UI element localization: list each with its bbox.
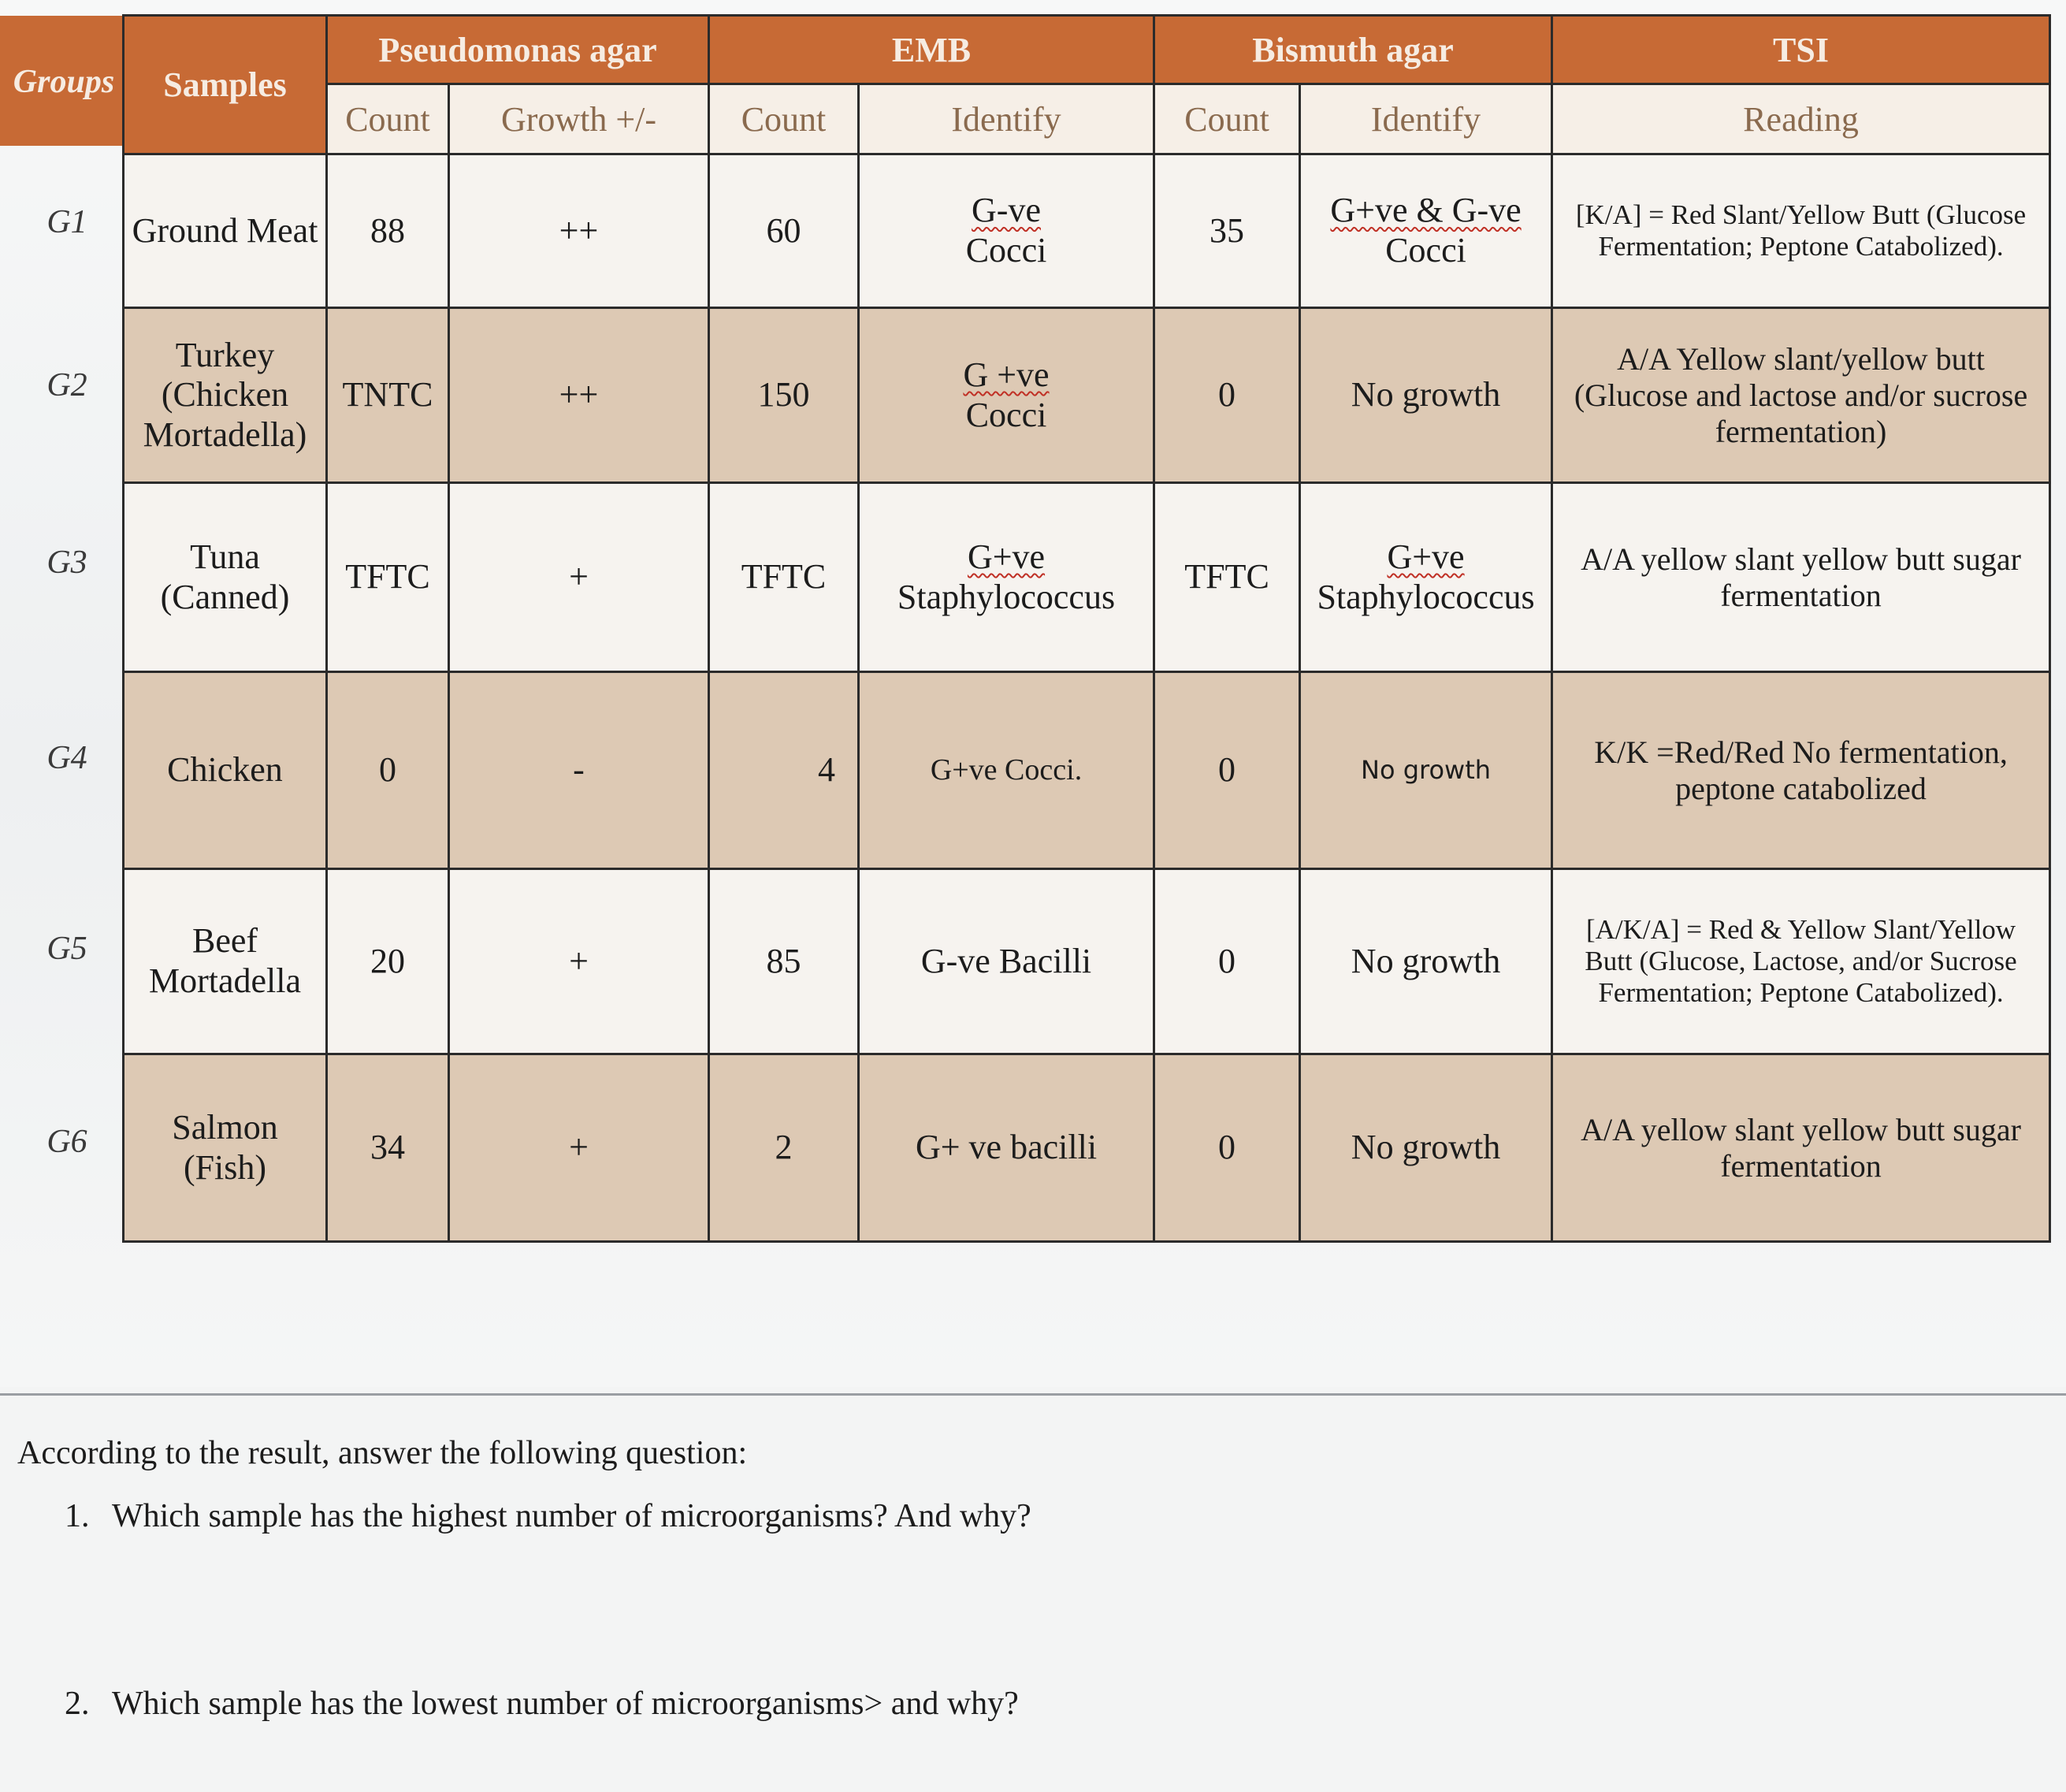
ps-growth-cell: + [449, 869, 709, 1054]
table-row [124, 483, 2050, 672]
group-label: G1 [46, 204, 87, 240]
sample-cell: Chicken [124, 672, 327, 869]
emb-identify-cell: G-ve Bacilli [859, 869, 1154, 1054]
bis-identify-line: Cocci [1385, 231, 1466, 270]
emb-identify-line: Cocci [965, 231, 1047, 270]
tsi-reading-cell: A/A yellow slant yellow butt sugar fermentation [1552, 483, 2050, 672]
groups-column-header: Groups [13, 64, 115, 100]
bismuth-agar-header: Bismuth agar [1154, 16, 1552, 84]
bis-identify-cell: No growth [1300, 672, 1552, 869]
emb-identify-line: G +ve [963, 355, 1050, 394]
ps-count-header: Count [327, 84, 449, 154]
question-text: Which sample has the highest number of microorganisms? And why? [112, 1498, 1031, 1534]
bis-count-cell: 0 [1154, 869, 1300, 1054]
tsi-reading-cell: [K/A] = Red Slant/Yellow Butt (Glucose Fermentation; Peptone Catabolized). [1552, 154, 2050, 308]
emb-identify-cell [859, 308, 1154, 483]
emb-count-cell: 60 [709, 154, 859, 308]
emb-identify-header: Identify [859, 84, 1154, 154]
bis-count-header: Count [1154, 84, 1300, 154]
ps-count-cell: TFTC [327, 483, 449, 672]
bis-count-cell: 35 [1154, 154, 1300, 308]
emb-identify-cell [859, 483, 1154, 672]
table-row [124, 672, 2050, 869]
bis-identify-cell: No growth [1300, 869, 1552, 1054]
ps-growth-cell: ++ [449, 308, 709, 483]
question-text: Which sample has the lowest number of microorganisms> and why? [112, 1686, 1019, 1722]
ps-growth-cell: - [449, 672, 709, 869]
emb-identify-line: Staphylococcus [897, 577, 1116, 616]
group-label: G5 [46, 931, 87, 967]
group-label: G3 [46, 545, 87, 581]
questions-intro: According to the result, answer the following question: [17, 1435, 748, 1471]
tsi-reading-cell: A/A Yellow slant/yellow butt (Glucose and lactose and/or sucrose fermentation) [1552, 308, 2050, 483]
results-table [122, 14, 2051, 1243]
sample-cell: Ground Meat [124, 154, 327, 308]
emb-header: EMB [709, 16, 1154, 84]
sample-cell: Tuna (Canned) [124, 483, 327, 672]
emb-count-cell: TFTC [709, 483, 859, 672]
questions-section [17, 1434, 1987, 1722]
emb-count-cell: 150 [709, 308, 859, 483]
bis-count-cell: TFTC [1154, 483, 1300, 672]
table-row [124, 308, 2050, 483]
ps-growth-cell: + [449, 1054, 709, 1242]
bis-identify-cell [1300, 483, 1552, 672]
bis-count-cell: 0 [1154, 308, 1300, 483]
table-row [124, 869, 2050, 1054]
bis-identify-header: Identify [1300, 84, 1552, 154]
emb-identify-line: Cocci [965, 395, 1047, 434]
bis-identify-line: G+ve & G-ve [1330, 191, 1522, 230]
group-label: G2 [46, 367, 87, 403]
emb-identify-line: G+ve [967, 537, 1046, 576]
group-label: G4 [46, 740, 87, 776]
ps-count-cell: TNTC [327, 308, 449, 483]
samples-column-header: Samples [124, 16, 327, 154]
question-number: 1. [65, 1498, 90, 1534]
group-label: G6 [46, 1124, 87, 1160]
section-divider [0, 1393, 2066, 1396]
tsi-reading-cell: A/A yellow slant yellow butt sugar fermentation [1552, 1054, 2050, 1242]
tsi-header: TSI [1552, 16, 2050, 84]
bis-count-cell: 0 [1154, 672, 1300, 869]
emb-count-cell: 85 [709, 869, 859, 1054]
ps-count-cell: 20 [327, 869, 449, 1054]
emb-count-header: Count [709, 84, 859, 154]
ps-growth-cell: ++ [449, 154, 709, 308]
question-number: 2. [65, 1686, 90, 1722]
ps-count-cell: 0 [327, 672, 449, 869]
emb-identify-cell [859, 154, 1154, 308]
bis-identify-line: Staphylococcus [1317, 577, 1535, 616]
ps-count-cell: 34 [327, 1054, 449, 1242]
bis-count-cell: 0 [1154, 1054, 1300, 1242]
sample-cell: Beef Mortadella [124, 869, 327, 1054]
table-row [124, 1054, 2050, 1242]
emb-identify-line: G-ve [972, 191, 1041, 230]
emb-identify-cell: G+ ve bacilli [859, 1054, 1154, 1242]
bis-identify-line: G+ve [1387, 537, 1465, 576]
ps-growth-cell: + [449, 483, 709, 672]
ps-growth-header: Growth +/- [449, 84, 709, 154]
pseudomonas-agar-header: Pseudomonas agar [327, 16, 709, 84]
tsi-reading-header: Reading [1552, 84, 2050, 154]
ps-count-cell: 88 [327, 154, 449, 308]
tsi-reading-cell: [A/K/A] = Red & Yellow Slant/Yellow Butt (Glucose, Lactose, and/or Sucrose Fermentation; Peptone Catabolized). [1552, 869, 2050, 1054]
emb-count-cell: 2 [709, 1054, 859, 1242]
tsi-reading-cell: K/K =Red/Red No fermentation, peptone catabolized [1552, 672, 2050, 869]
sample-cell: Salmon (Fish) [124, 1054, 327, 1242]
question-2 [65, 1685, 1019, 1723]
bis-identify-cell: No growth [1300, 308, 1552, 483]
emb-identify-cell: G+ve Cocci. [859, 672, 1154, 869]
bis-identify-cell: No growth [1300, 1054, 1552, 1242]
sample-cell: Turkey (Chicken Mortadella) [124, 308, 327, 483]
bis-identify-cell [1300, 154, 1552, 308]
table-row [124, 154, 2050, 308]
question-1 [65, 1497, 1031, 1535]
emb-count-cell: 4 [709, 672, 859, 869]
